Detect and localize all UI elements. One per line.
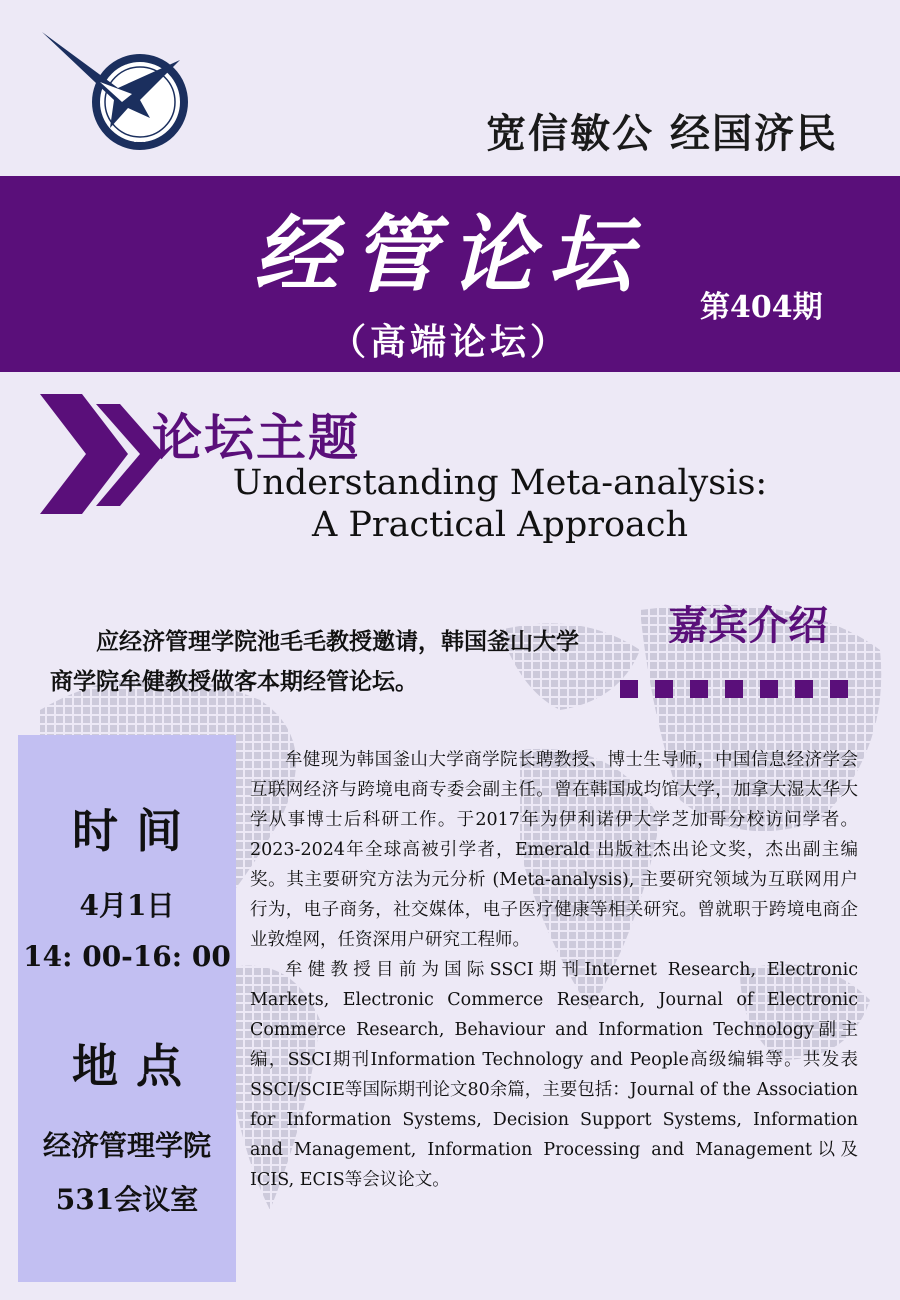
guest-heading: 嘉宾介绍: [668, 602, 828, 649]
event-date: 4月1日: [79, 889, 175, 922]
bio-paragraph: 牟健现为韩国釜山大学商学院长聘教授、博士生导师，中国信息经济学会互联网经济与跨境电商专委会副主任。曾在韩国成均馆大学，加拿大湿太华大学从事博士后科研工作。于2017年为伊利诺伊大学芝加哥分校访问学者。2023-2024年全球高被引学者，Emerald 出版社杰出论文奖，杰出副主编奖。其主要研究方法为元分析 (Meta-analysis), 主要研究领域为互联网用户行为，电子商务，社交媒体，电子医疗健康等相关研究。曾就职于跨境电商企业敦煌网，任资深用户研究工程师。: [250, 750, 858, 950]
forum-title: 经管论坛: [253, 205, 646, 304]
motto: 宽信敏公 经国济民: [486, 110, 838, 157]
eagle-emblem-icon: [40, 30, 190, 150]
topic-heading: 论坛主题: [152, 408, 360, 467]
invitation-text: 应经济管理学院池毛毛教授邀请，韩国釜山大学商学院牟健教授做客本期经管论坛。: [50, 628, 579, 695]
bio-paragraph: 牟健教授目前为国际SSCI期刊Internet Research, Electronic Markets, Electronic Commerce Research, Journal of Electronic Commerce Research, Behaviour and Information Technology副主编，SSCI期刊Information Technology and People高级编辑等。共发表SSCI/SCIE等国际期刊论文80余篇，主要包括：Journal of the Association for Information Systems, Decision Support Systems, Information and Management, Information Processing and Management以及ICIS, ECIS等会议论文。: [250, 960, 858, 1190]
venue-line2: 531会议室: [55, 1183, 199, 1216]
topic-title-line2: A Practical Approach: [311, 505, 689, 545]
speaker-bio: [250, 745, 858, 1195]
topic-title: [140, 462, 860, 546]
topic-title-line1: Understanding Meta-analysis:: [232, 463, 768, 503]
venue-line1: 经济管理学院: [42, 1129, 211, 1162]
logo-year: 1985: [133, 138, 147, 144]
place-label: 地点: [72, 1039, 200, 1093]
issue-number: 第404期: [700, 290, 823, 325]
event-hours: 14: 00-16: 00: [23, 940, 231, 973]
time-label: 时间: [72, 804, 200, 858]
dotted-divider: [620, 680, 860, 698]
forum-subtitle: （高端论坛）: [329, 321, 570, 363]
